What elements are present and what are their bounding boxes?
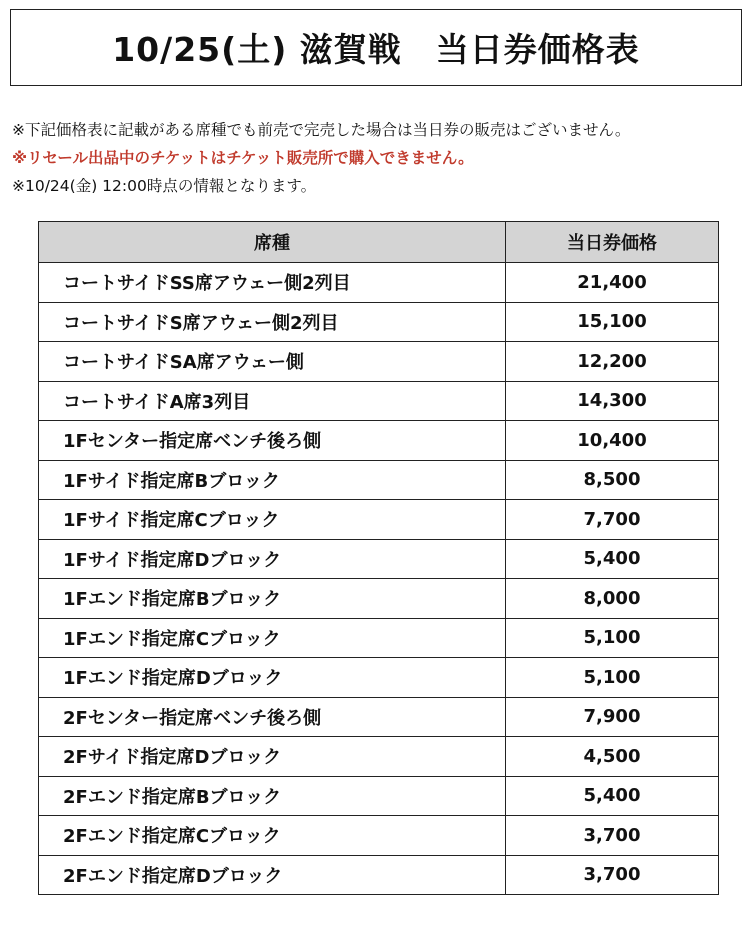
table-row xyxy=(39,539,719,579)
price-cell: 7,700 xyxy=(506,500,719,540)
price-cell: 4,500 xyxy=(506,737,719,777)
table-row xyxy=(39,460,719,500)
price-cell: 5,400 xyxy=(506,539,719,579)
note-sold-out: ※下記価格表に記載がある席種でも前売で完売した場合は当日券の販売はございません。 xyxy=(12,121,631,139)
seat-type-cell: コートサイドSA席アウェー側 xyxy=(39,342,506,382)
price-cell: 8,000 xyxy=(506,579,719,619)
table-row xyxy=(39,421,719,461)
price-cell: 3,700 xyxy=(506,855,719,895)
table-row xyxy=(39,579,719,619)
title-box xyxy=(10,9,742,86)
seat-type-cell: コートサイドS席アウェー側2列目 xyxy=(39,302,506,342)
page-title: 10/25(土) 滋賀戦 当日券価格表 xyxy=(112,30,640,69)
price-cell: 12,200 xyxy=(506,342,719,382)
seat-type-cell: 2Fエンド指定席Cブロック xyxy=(39,816,506,856)
table-row xyxy=(39,697,719,737)
price-cell: 7,900 xyxy=(506,697,719,737)
table-row xyxy=(39,263,719,303)
seat-type-cell: 2Fエンド指定席Bブロック xyxy=(39,776,506,816)
note-info-timestamp: ※10/24(金) 12:00時点の情報となります。 xyxy=(12,177,317,195)
table-row xyxy=(39,658,719,698)
table-row xyxy=(39,381,719,421)
table-row xyxy=(39,776,719,816)
notes-section xyxy=(12,120,748,204)
seat-type-cell: 2Fセンター指定席ベンチ後ろ側 xyxy=(39,697,506,737)
seat-type-cell: コートサイドA席3列目 xyxy=(39,381,506,421)
table-row xyxy=(39,302,719,342)
price-table xyxy=(38,221,719,895)
price-cell: 21,400 xyxy=(506,263,719,303)
table-row xyxy=(39,618,719,658)
seat-type-cell: 1Fエンド指定席Cブロック xyxy=(39,618,506,658)
seat-type-cell: 1Fサイド指定席Cブロック xyxy=(39,500,506,540)
table-row xyxy=(39,342,719,382)
header-price: 当日券価格 xyxy=(506,222,719,263)
seat-type-cell: 1Fサイド指定席Bブロック xyxy=(39,460,506,500)
seat-type-cell: 1Fセンター指定席ベンチ後ろ側 xyxy=(39,421,506,461)
price-cell: 5,100 xyxy=(506,618,719,658)
table-row xyxy=(39,816,719,856)
seat-type-cell: 1Fサイド指定席Dブロック xyxy=(39,539,506,579)
price-cell: 10,400 xyxy=(506,421,719,461)
price-cell: 14,300 xyxy=(506,381,719,421)
price-cell: 15,100 xyxy=(506,302,719,342)
price-cell: 5,400 xyxy=(506,776,719,816)
seat-type-cell: コートサイドSS席アウェー側2列目 xyxy=(39,263,506,303)
seat-type-cell: 2Fエンド指定席Dブロック xyxy=(39,855,506,895)
table-row xyxy=(39,855,719,895)
table-row xyxy=(39,500,719,540)
note-resale-warning: ※リセール出品中のチケットはチケット販売所で購入できません。 xyxy=(12,149,474,167)
seat-type-cell: 1Fエンド指定席Bブロック xyxy=(39,579,506,619)
price-cell: 5,100 xyxy=(506,658,719,698)
price-cell: 3,700 xyxy=(506,816,719,856)
seat-type-cell: 2Fサイド指定席Dブロック xyxy=(39,737,506,777)
price-cell: 8,500 xyxy=(506,460,719,500)
table-body xyxy=(39,263,719,895)
table-row xyxy=(39,737,719,777)
seat-type-cell: 1Fエンド指定席Dブロック xyxy=(39,658,506,698)
header-seat-type: 席種 xyxy=(39,222,506,263)
table-header-row xyxy=(39,222,719,263)
